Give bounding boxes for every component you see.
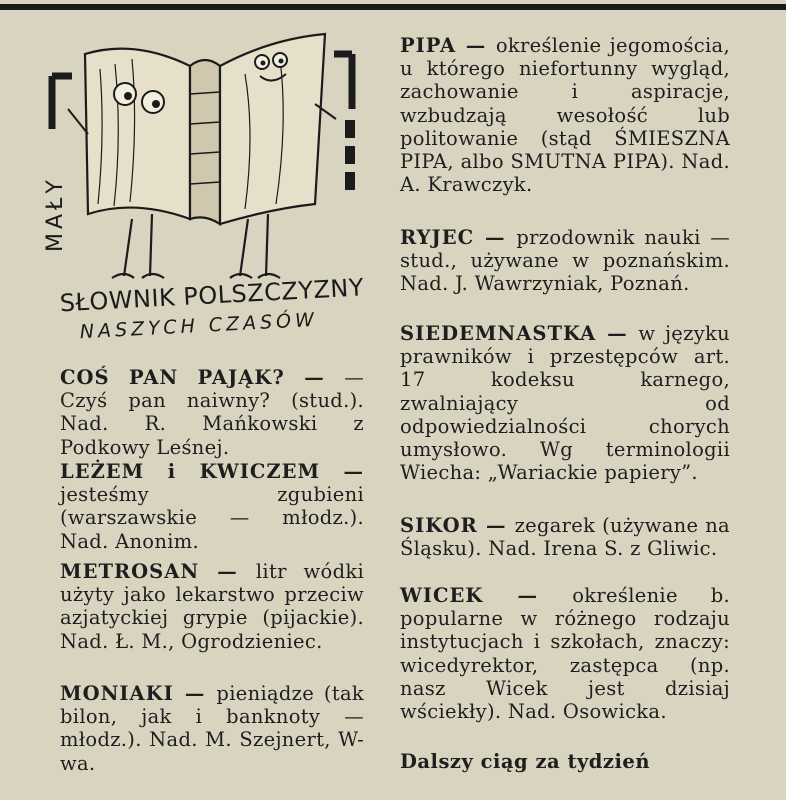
dictionary-header-illustration <box>40 14 370 354</box>
title-line-2: NASZYCH CZASÓW <box>79 308 319 344</box>
entry-definition: pieniądze (tak bilon, jak i banknoty — młodz.). Nad. M. Szejnert, W-wa. <box>60 682 364 775</box>
continued-next-week: Dalszy ciąg za tydzień <box>400 750 650 773</box>
entry-metrosan <box>60 560 364 653</box>
top-rule <box>0 4 786 10</box>
entry-definition: litr wódki użyty jako lekarstwo przeciw azjatyckiej grypie (pijackie). Nad. Ł. M., Ogrodzieniec. <box>60 560 364 653</box>
entry-headword: METROSAN — <box>60 560 256 583</box>
entry-headword: LEŻEM i KWICZEM — <box>60 460 364 483</box>
entry-siedemnastka <box>400 322 730 484</box>
entry-definition: określenie jegomościa, u którego niefortunny wygląd, zachowanie i aspiracje, wzbudzają wesołość lub politowanie (stąd ŚMIESZNA PIPA, albo SMUTNA PIPA). Nad. A. Krawczyk. <box>400 34 730 197</box>
entry-headword: SIKOR — <box>400 514 515 537</box>
entry-headword: MONIAKI — <box>60 682 217 705</box>
entry-definition: określenie b. popularne w różnego rodzaju instytucjach i szkołach, znaczy: wicedyrektor, zastępca (np. nasz Wicek jest dzisiaj wściekły). Nad. Osowicka. <box>400 584 730 724</box>
entry-headword: COŚ PAN PAJĄK? — <box>60 366 345 389</box>
entry-definition: w języku prawników i przestępców art. 17 kodeksu karnego, zwalniający od odpowiedzialności chorych umysłowo. Wg terminologii Wiecha: „Wariackie papiery”. <box>400 322 730 485</box>
entry-headword: SIEDEMNASTKA — <box>400 322 639 345</box>
entry-definition: przodownik nauki — stud., używane w poznańskim. Nad. J. Wawrzyniak, Poznań. <box>400 226 730 296</box>
entry-headword: RYJEC — <box>400 226 517 249</box>
entry-lezem-i-kwiczem <box>60 460 364 553</box>
entry-definition: zegarek (używane na Śląsku). Nad. Irena S. z Gliwic. <box>400 514 730 561</box>
entry-moniaki <box>60 682 364 775</box>
entry-cos-pan-pajak <box>60 366 364 459</box>
entry-headword: PIPA — <box>400 34 496 57</box>
entry-pipa <box>400 34 730 196</box>
entry-definition: jesteśmy zgubieni (warszawskie — młodz.). Nad. Anonim. <box>60 483 364 553</box>
entry-sikor <box>400 514 730 560</box>
entry-headword: WICEK — <box>400 584 573 607</box>
book-characters-drawing <box>40 14 370 354</box>
entry-wicek <box>400 584 730 723</box>
title-line-1: SŁOWNIK POLSZCZYZNY <box>59 273 365 318</box>
entry-ryjec <box>400 226 730 296</box>
entry-definition: — Czyś pan naiwny? (stud.). Nad. R. Mańkowski z Podkowy Leśnej. <box>60 366 364 459</box>
word-maly: MAŁY <box>43 176 68 252</box>
